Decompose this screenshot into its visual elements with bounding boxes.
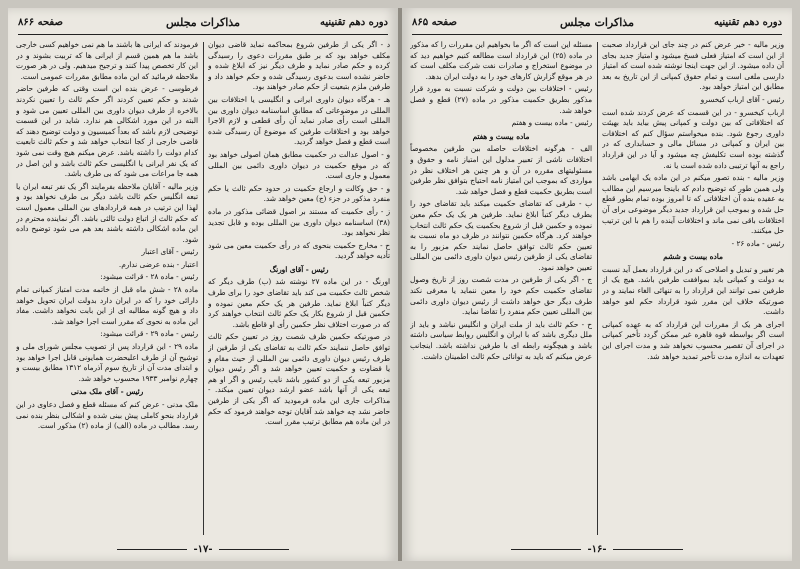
- paragraph: رئیس - ماده ۲۹ - قرائت میشود:: [100, 329, 198, 339]
- paragraph: مسئله این است که اگر ما بخواهیم این مقررات را که مذکور در ماده (۲۵) این قرارداد است مطالعه کنیم خواهیم دید که در موضوع استخراج و صادرات نفت شرکت مکلف است که در هر موقع گزارش کارهای خود را به دولت ایران بدهد.: [410, 40, 592, 81]
- paragraph: ح - مخارج حکمیت بنحوی که در رأی حکمیت معین می شود تأدیه خواهد گردید.: [208, 240, 390, 261]
- paragraph: ماده ۲۸ - شش ماه قبل از خاتمه مدت امتیاز کمپانی تمام دارائی خود را که در ایران دارد بدولت ایران تحویل خواهد داد و هیچ گونه مطالبه ای از این بابت نخواهد داشت. مفاد این ماده به نحوی که مقرر است اجرا خواهد شد.: [16, 285, 198, 326]
- paragraph: رئیس - آقای اعتبار: [141, 247, 198, 257]
- left-page-left-column: [16, 40, 198, 537]
- paragraph: رئیس - ماده ۲۸ - قرائت میشود:: [100, 272, 198, 282]
- section-heading: رئیس - آقای ملک مدنی: [70, 387, 144, 397]
- left-page-folio: -۱۷-: [193, 544, 213, 555]
- right-page: [402, 8, 792, 561]
- paragraph: رئیس - اختلافات بین دولت و شرکت نسبت به مورد قرار مذکور بطریق حکمیت مذکور در ماده (۲۷) قطع و فصل خواهد شد.: [410, 84, 592, 115]
- left-page-issue: دوره دهم تقنینیه: [320, 17, 388, 28]
- paragraph: و - حق وکالت و ارجاع حکمیت در حدود حکم ثالث یا حکم منفرد مذکور در جزء (ج) معین خواهد شد.: [208, 183, 390, 204]
- paragraph: ج - اگر یکی از طرفین در مدت شصت روز از تاریخ وصول تقاضای حکمیت حکم خود را معین ننماید یا معرفی نکند طرف دیگر حق خواهد داشت از رئیس دیوان داوری دائمی بین المللی تعیین حکم منفرد را تقاضا نماید.: [410, 275, 592, 317]
- paragraph: فرمودند که ایرانی ها باشند ما هم نمی خواهیم کسی خارجی باشد ما هم همین قسم از ایرانی ها که تربیت بشوند و در این کار تخصص پیدا کنند و ترجیح میدهیم. ولی در هر صورت ملاحظه فرمائید که این ماده مطابق مقررات عمومی است.: [16, 40, 198, 81]
- paragraph: در صورتیکه حکمین ظرف شصت روز در تعیین حکم ثالث توافق حاصل ننمایند حکم ثالث به تقاضای یکی از طرفین از طرف رئیس دیوان داوری دائمی بین المللی از حیث مقام و یا قضاوت و حکمیت تعیین خواهد شد و اگر رئیس دیوان مزبور تبعه یکی از دو کشور باشد نایب رئیس و اگر او هم تبعه یکی از آنها باشد عضو ارشد دیوان تعیین میکند. - مذاکرات جاری این ماده فرمودید که اگر یکی از طرفین حاضر نشد چه خواهد شد آقایان توجه خواهند فرمود که حکم در این ماده هم مطابق ترتیب مقرر است.: [208, 332, 390, 427]
- paragraph: اعتبار - بنده عرضی ندارم.: [118, 259, 198, 269]
- left-page-right-column: [208, 40, 390, 537]
- paragraph: ماده ۲۹ - این قرارداد پس از تصویب مجلس شورای ملی و توشیح آن از طرف اعلیحضرت همایونی قابل اجرا خواهد بود و ابتدای مدت آن از تاریخ سوم آذرماه ۱۳۱۲ مطابق بیست و چهارم نوامبر ۱۹۳۳ محسوب خواهد شد.: [16, 342, 198, 383]
- paragraph: الف - هرگونه اختلافات حاصله بین طرفین مخصوصاً اختلافات ناشی از تعبیر مدلول این امتیاز نامه و حقوق و مسئولیتهای مقرره در آن و هر چنین هر اختلاف نظر در مواردی که بموجب این امتیاز نامه احتیاج بتوافق نظر طرفین است بطریق حکمیت قطع و فصل خواهد شد.: [410, 144, 592, 196]
- paragraph: ح - حکم ثالث باید از ملت ایران و انگلیس نباشد و باید از ملل دیگری باشد که با ایران و انگلیس روابط سیاسی داشته باشد و هیچگونه رابطه ای با طرفین نداشته باشد. اینجانب عرض میکنم که باید به توانائی حکم ثالث اطمینان داشت.: [410, 319, 592, 361]
- left-page-number: صفحه ۸۶۶: [18, 17, 63, 28]
- paragraph: رئیس - ماده بیست و هفتم: [511, 118, 592, 128]
- paragraph: وزیر مالیه - بنده تصور میکنم در این ماده یک ابهامی باشد ولی همین طور که توضیح دادم که باینجا میرسیم این مطالب به عقیده بنده آن اختلافاتی که تا امروز بوده تمام بطور قطع حل شده و بموجب این قرارداد جدید دیگر موضوعی برای آن اختلافات باقی نمی ماند و اختلافات آینده را هم با این ترتیب حل میکنند.: [602, 173, 784, 236]
- paragraph: فرطوسی - عرض بنده این است وقتی که طرفین حاضر شدند و حکم تعیین کردند اگر حکم ثالث را تعیین نکردند بالاخره از طرف دیوان داوری بین المللی تعیین می شود و البته در این مورد اشکالی هم ندارد. شاید در این قسمت توضیحی لازم باشد که بعداً کمیسیون و دولت توضیح دهند که قاضی خارجی از کجا انتخاب خواهد شد و حکم ثالث تابعیت کدام دولت را داشته باشد. عرض میکنم هیچ وقت نمی شود که یک نفر ایرانی یا انگلیسی حکم ثالث باشد و این اصل در همه جا مراعات می شود که بی طرف باشد.: [16, 84, 198, 179]
- right-page-folio: -۱۶-: [587, 544, 607, 555]
- paragraph: ارباب کیخسرو - در این قسمت که عرض کردند شده است که اختلافاتی که بین دولت و کمپانی پیش بیاید باید بهیئت داوری رجوع شود. بنده میخواستم سؤال کنم که اختلافات بین ایران و کمپانی در مسائل مالی و حسابداری که در گذشته بوده است تکلیفش چه میشود و آیا در این قرارداد راجع به آنها ترتیبی داده شده است یا نه.: [602, 107, 784, 170]
- paragraph: رئیس - ماده ۲۶ -: [731, 238, 784, 248]
- right-page-number: صفحه ۸۶۵: [412, 17, 457, 28]
- section-heading: رئیس - آقای اورنگ: [269, 264, 329, 274]
- paragraph: و - اصول عدالت در حکمیت مطابق همان اصولی خواهد بود که در موقع حکمیت در دیوان داوری دائمی بین المللی معمول و جاری است.: [208, 149, 390, 181]
- right-page-footer: [402, 544, 792, 555]
- left-page-title: مذاکرات مجلس: [166, 16, 240, 29]
- section-heading: ماده بیست و ششم: [663, 252, 723, 262]
- paragraph: ملک مدنی - عرض کنم که مسئله قطع و فصل دعاوی در این قرارداد بنحو کاملی پیش بینی شده و اشکالی بنظر بنده نمی رسد. مطالب در ماده (الف) از ماده (۲) مذکور است.: [16, 400, 198, 431]
- left-page-column-rule: [203, 42, 204, 535]
- right-page-title: مذاکرات مجلس: [560, 16, 634, 29]
- paragraph: هر تغییر و تبدیل و اصلاحی که در این قرارداد بعمل آید نسبت به دولت و کمپانی باید بموافقت طرفین باشد. هیچ یک از طرفین نمی توانند این قرارداد را به تنهائی الغاء نمایند و در صورتیکه خلاف این مقرر شود قرارداد حکم لغو خواهد داشت.: [602, 264, 784, 317]
- paragraph: د - اگر یکی از طرفین شروع بمحاکمه نماید قاضی دیوان مکلف خواهد بود که بر طبق مقررات دعوی را رسیدگی کرده و حکم صادر نماید و طرف دیگر نیز که ابلاغ شده و حاضر نشده است بدعوی رسیدگی شده و حکم خواهد داد و طرفین ملزم بتبعیت از حکم صادر خواهند بود.: [208, 40, 390, 92]
- left-page-header: [18, 14, 388, 35]
- paragraph: ز - رأی حکمیت که مستند بر اصول قضائی مذکور در ماده (۳۸) اساسنامه دیوان داوری بین المللی بوده و قابل تجدید نظر نخواهد بود.: [208, 206, 390, 238]
- left-page-footer: [8, 544, 398, 555]
- paragraph: اورنگ - در این ماده ۲۷ نوشته شد (ب) طرف دیگر که شخص ثالث حکمیت می کند باید تقاضای خود را برای طرف دیگر کتباً ابلاغ نماید. طرفین هر یک حکم معین نموده و حکمین قبل از شروع بکار یک حکم ثالث انتخاب خواهند کرد که در صورت اختلاف نظر حکمین رأی او قاطع باشد.: [208, 277, 390, 329]
- right-page-right-column: [602, 40, 784, 537]
- paragraph: هـ - هرگاه دیوان داوری ایرانی و انگلیسی یا اختلافات بین المللی در موضوعاتی که مطابق اساسنامه دیوان داوری بین المللی است رأی صادر نماید آن رأی قطعی و لازم الاجرا خواهد بود و اختلافات طرفین که موضوع آن رسیدگی شده است قطع و فصل خواهد گردید.: [208, 94, 390, 147]
- paragraph: وزیر مالیه - خیر عرض کنم در چند جای این قرارداد صحبت از این است که امتیاز فعلی فسخ میشود و امتیاز جدید بجای آن داده میشود. از این جهت اینجا نوشته شده است که امتیاز دارسی ملغی است و تمام حقوق کمپانی از این تاریخ به بعد مطابق این امتیاز خواهد بود.: [602, 40, 784, 92]
- right-page-left-column: [410, 40, 592, 537]
- paragraph: وزیر مالیه - آقایان ملاحظه بفرمایند اگر یک نفر تبعه ایران یا تبعه انگلیس حکم ثالث باشد دیگر بی طرف نخواهد بود و لهذا این ترتیب در همه قراردادهای بین المللی معمول است که حکم ثالث از اتباع دولت ثالثی باشد. اگر نماینده محترم در این ماده اشکالی داشته باشند بعد هم می شود توضیح داده شود.: [16, 181, 198, 244]
- right-page-column-rule: [597, 42, 598, 535]
- paragraph: اجرای هر یک از مقررات این قرارداد که به عهده کمپانی است اگر بواسطه قوه قاهره غیر ممکن گردد تأخیر کمپانی در اجرای آن تقصیر محسوب نخواهد شد و مدت اجرای این تعهدات به اندازه مدت تأخیر تمدید خواهد شد.: [602, 319, 784, 361]
- right-page-header: [412, 14, 782, 35]
- section-heading: ماده بیست و هفتم: [472, 131, 530, 141]
- right-page-issue: دوره دهم تقنینیه: [714, 17, 782, 28]
- left-page: [8, 8, 398, 561]
- paragraph: ب - طرفی که تقاضای حکمیت میکند باید تقاضای خود را بطرف دیگر کتباً ابلاغ نماید. طرفین هر یک یک حکم معین نموده و حکمین قبل از شروع بحکمیت یک حکم ثالث انتخاب خواهند کرد. هرگاه حکمین نتوانند در ظرف دو ماه نسبت به تعیین حکم ثالث توافق حاصل نمایند حکم مزبور را به تقاضای یکی از طرفین رئیس دیوان داوری دائمی بین المللی تعیین خواهد نمود.: [410, 199, 592, 272]
- paragraph: رئیس - آقای ارباب کیخسرو: [700, 94, 784, 104]
